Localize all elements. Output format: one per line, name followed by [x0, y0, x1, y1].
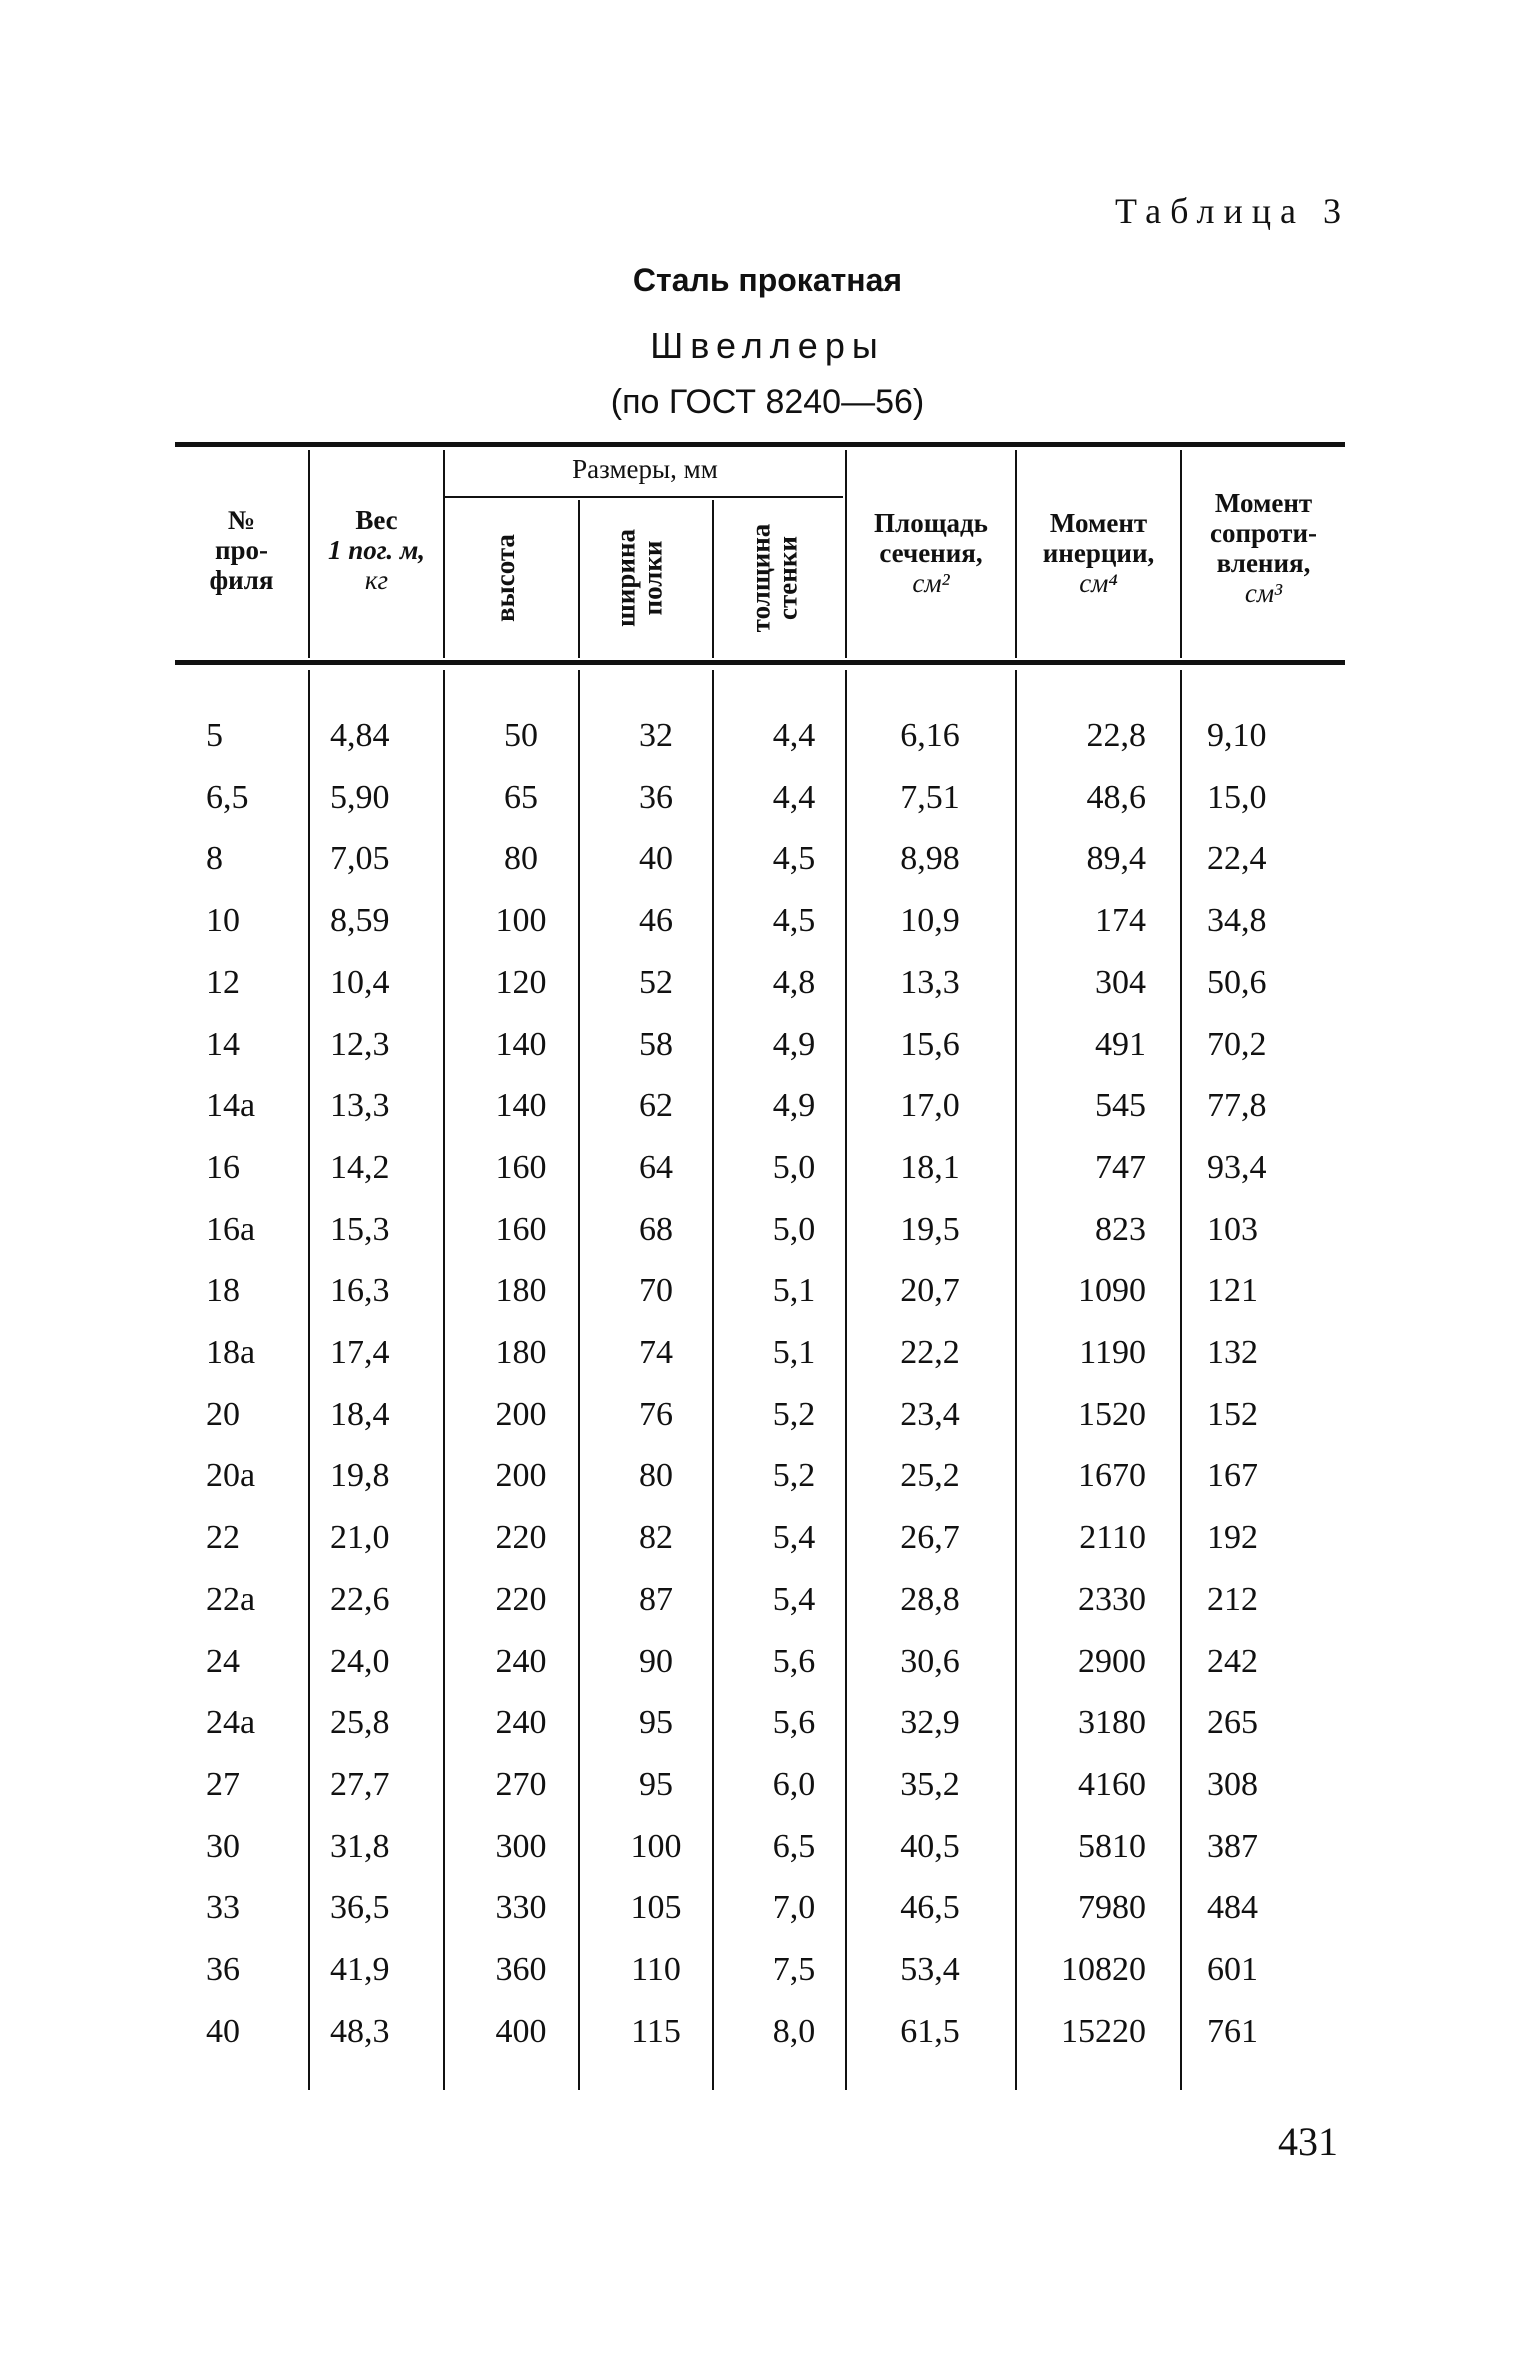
header-bottom-rule [175, 660, 1345, 665]
area-cell: 35,2 [900, 1765, 960, 1803]
area-cell: 25,2 [900, 1457, 960, 1495]
weight-cell: 27,7 [330, 1765, 390, 1803]
web-cell: 5,4 [772, 1580, 816, 1618]
flange-cell: 40 [639, 840, 673, 878]
weight-cell: 14,2 [330, 1148, 390, 1186]
area-cell: 17,0 [900, 1087, 960, 1125]
web-cell: 7,5 [772, 1951, 816, 1988]
flange-cell: 36 [639, 778, 673, 816]
weight-cell: 41,9 [330, 1951, 390, 1988]
flange-cell: 52 [639, 963, 673, 1001]
height-cell: 100 [495, 902, 547, 940]
modulus-cell: 308 [1207, 1765, 1258, 1803]
area-cell: 26,7 [900, 1519, 960, 1557]
web-cell: 5,1 [772, 1334, 816, 1371]
flange-cell: 74 [639, 1334, 673, 1371]
table-row [0, 1075, 1535, 1137]
area-cell: 28,8 [900, 1580, 960, 1618]
inertia-cell: 15220 [1061, 2012, 1146, 2050]
height-cell: 240 [495, 1704, 547, 1742]
inertia-cell: 4160 [1078, 1765, 1146, 1803]
modulus-cell: 15,0 [1207, 778, 1267, 816]
table-row [0, 1384, 1535, 1446]
inertia-cell: 2330 [1078, 1580, 1146, 1618]
inertia-cell: 1090 [1078, 1272, 1146, 1310]
modulus-cell: 192 [1207, 1519, 1258, 1557]
modulus-cell: 387 [1207, 1827, 1258, 1865]
table-subtitle: Швеллеры [650, 325, 885, 366]
flange-cell: 110 [631, 1951, 681, 1988]
modulus-cell: 152 [1207, 1395, 1258, 1433]
table-row [0, 828, 1535, 890]
profile-cell: 24а [206, 1704, 256, 1742]
inertia-cell: 7980 [1078, 1889, 1146, 1927]
weight-cell: 12,3 [330, 1025, 390, 1063]
profile-cell: 16а [206, 1210, 256, 1248]
table-row [0, 1199, 1535, 1261]
height-cell: 160 [495, 1148, 547, 1186]
table-row [0, 1631, 1535, 1693]
table-row [0, 1754, 1535, 1816]
table-row [0, 952, 1535, 1014]
height-cell: 180 [495, 1334, 547, 1371]
area-cell: 15,6 [900, 1025, 960, 1063]
table-row [0, 767, 1535, 829]
modulus-cell: 484 [1207, 1889, 1258, 1927]
inertia-cell: 3180 [1078, 1704, 1146, 1742]
height-cell: 360 [495, 1951, 547, 1988]
inertia-cell: 2900 [1078, 1642, 1146, 1680]
weight-cell: 24,0 [330, 1642, 390, 1680]
web-cell: 4,9 [772, 1087, 816, 1125]
web-cell: 4,8 [772, 963, 816, 1001]
weight-cell: 10,4 [330, 963, 390, 1001]
height-cell: 220 [495, 1580, 547, 1618]
table-row [0, 705, 1535, 767]
modulus-cell: 212 [1207, 1580, 1258, 1618]
table-row [0, 1014, 1535, 1076]
weight-cell: 16,3 [330, 1272, 390, 1310]
profile-cell: 36 [206, 1951, 240, 1988]
profile-cell: 10 [206, 902, 240, 940]
weight-cell: 5,90 [330, 778, 390, 816]
weight-cell: 13,3 [330, 1087, 390, 1125]
height-cell: 240 [495, 1642, 547, 1680]
inertia-cell: 491 [1095, 1025, 1146, 1063]
flange-cell: 100 [630, 1827, 682, 1865]
weight-cell: 7,05 [330, 840, 390, 878]
weight-cell: 8,59 [330, 902, 390, 940]
area-cell: 19,5 [900, 1210, 960, 1248]
table-row [0, 1692, 1535, 1754]
flange-cell: 58 [639, 1025, 673, 1063]
web-cell: 5,4 [772, 1519, 816, 1557]
profile-cell: 6,5 [206, 778, 249, 816]
area-cell: 18,1 [900, 1148, 960, 1186]
flange-cell: 62 [639, 1087, 673, 1125]
profile-cell: 30 [206, 1827, 240, 1865]
web-cell: 6,0 [772, 1765, 816, 1803]
flange-cell: 80 [639, 1457, 673, 1495]
web-cell: 5,2 [772, 1395, 816, 1433]
height-cell: 300 [495, 1827, 547, 1865]
height-cell: 120 [495, 963, 547, 1001]
flange-cell: 87 [639, 1580, 673, 1618]
area-cell: 32,9 [900, 1704, 960, 1742]
area-cell: 22,2 [900, 1334, 960, 1371]
table-row [0, 1445, 1535, 1507]
profile-cell: 5 [206, 717, 223, 754]
modulus-cell: 167 [1207, 1457, 1258, 1495]
web-cell: 4,4 [772, 778, 816, 816]
modulus-cell: 103 [1207, 1210, 1258, 1248]
table-row [0, 1877, 1535, 1939]
profile-cell: 14а [206, 1087, 256, 1125]
weight-cell: 17,4 [330, 1334, 390, 1371]
profile-cell: 12 [206, 963, 240, 1001]
inertia-cell: 10820 [1061, 1951, 1146, 1988]
table-row [0, 1939, 1535, 2001]
modulus-cell: 34,8 [1207, 902, 1267, 940]
web-cell: 5,2 [772, 1457, 816, 1495]
area-cell: 7,51 [900, 778, 960, 816]
height-cell: 200 [495, 1457, 547, 1495]
profile-cell: 27 [206, 1765, 240, 1803]
web-cell: 6,5 [772, 1827, 816, 1865]
web-cell: 4,9 [772, 1025, 816, 1063]
weight-cell: 15,3 [330, 1210, 390, 1248]
column-divider [578, 500, 580, 658]
height-cell: 330 [495, 1889, 547, 1927]
header-web: толщина стенки [745, 523, 803, 633]
table-row [0, 1507, 1535, 1569]
flange-cell: 115 [631, 2012, 681, 2050]
area-cell: 30,6 [900, 1642, 960, 1680]
profile-cell: 22а [206, 1580, 256, 1618]
table-row [0, 1322, 1535, 1384]
header-modulus: Момент сопроти- вления, см³ [1209, 488, 1317, 608]
web-cell: 4,5 [772, 840, 816, 878]
flange-cell: 95 [639, 1765, 673, 1803]
web-cell: 5,0 [772, 1210, 816, 1248]
standard-reference: (по ГОСТ 8240—56) [610, 383, 925, 421]
inertia-cell: 48,6 [1086, 778, 1146, 816]
header-weight: Вес 1 пог. м, кг [327, 505, 426, 595]
inertia-cell: 747 [1095, 1148, 1146, 1186]
table-row [0, 1816, 1535, 1878]
height-cell: 140 [495, 1087, 547, 1125]
area-cell: 53,4 [900, 1951, 960, 1988]
table-row [0, 2001, 1535, 2063]
weight-cell: 25,8 [330, 1704, 390, 1742]
top-rule [175, 442, 1345, 447]
table-number: Таблица 3 [1115, 191, 1350, 231]
modulus-cell: 121 [1207, 1272, 1258, 1310]
profile-cell: 20 [206, 1395, 240, 1433]
flange-cell: 64 [639, 1148, 673, 1186]
modulus-cell: 50,6 [1207, 963, 1267, 1001]
flange-cell: 95 [639, 1704, 673, 1742]
modulus-cell: 9,10 [1207, 717, 1267, 754]
profile-cell: 33 [206, 1889, 240, 1927]
height-cell: 200 [495, 1395, 547, 1433]
inertia-cell: 2110 [1079, 1519, 1146, 1557]
table-row [0, 1569, 1535, 1631]
page-number: 431 [1278, 2119, 1338, 2164]
inertia-cell: 1520 [1078, 1395, 1146, 1433]
area-cell: 61,5 [900, 2012, 960, 2050]
profile-cell: 24 [206, 1642, 240, 1680]
web-cell: 4,4 [772, 717, 816, 754]
weight-cell: 4,84 [330, 717, 390, 754]
dimensions-underline [443, 496, 843, 498]
profile-cell: 18а [206, 1334, 256, 1371]
height-cell: 140 [495, 1025, 547, 1063]
header-area: Площадь сечения, см² [874, 508, 988, 598]
flange-cell: 76 [639, 1395, 673, 1433]
profile-cell: 16 [206, 1148, 240, 1186]
header-dimensions: Размеры, мм [572, 454, 718, 484]
flange-cell: 82 [639, 1519, 673, 1557]
flange-cell: 105 [630, 1889, 682, 1927]
flange-cell: 32 [639, 717, 673, 754]
area-cell: 13,3 [900, 963, 960, 1001]
height-cell: 270 [495, 1765, 547, 1803]
web-cell: 8,0 [772, 2012, 816, 2050]
inertia-cell: 823 [1095, 1210, 1146, 1248]
web-cell: 5,6 [772, 1642, 816, 1680]
weight-cell: 48,3 [330, 2012, 390, 2050]
modulus-cell: 77,8 [1207, 1087, 1267, 1125]
inertia-cell: 545 [1095, 1087, 1146, 1125]
height-cell: 220 [495, 1519, 547, 1557]
column-divider [712, 500, 714, 658]
inertia-cell: 89,4 [1086, 840, 1146, 878]
area-cell: 40,5 [900, 1827, 960, 1865]
profile-cell: 14 [206, 1025, 240, 1063]
inertia-cell: 1670 [1078, 1457, 1146, 1495]
web-cell: 5,1 [772, 1272, 816, 1310]
web-cell: 5,6 [772, 1704, 816, 1742]
weight-cell: 31,8 [330, 1827, 390, 1865]
web-cell: 4,5 [772, 902, 816, 940]
weight-cell: 19,8 [330, 1457, 390, 1495]
area-cell: 6,16 [900, 717, 960, 754]
area-cell: 23,4 [900, 1395, 960, 1433]
modulus-cell: 601 [1207, 1951, 1258, 1988]
inertia-cell: 22,8 [1086, 717, 1146, 754]
inertia-cell: 174 [1095, 902, 1146, 940]
modulus-cell: 132 [1207, 1334, 1258, 1371]
height-cell: 160 [495, 1210, 547, 1248]
height-cell: 80 [504, 840, 538, 878]
weight-cell: 36,5 [330, 1889, 390, 1927]
weight-cell: 21,0 [330, 1519, 390, 1557]
modulus-cell: 93,4 [1207, 1148, 1267, 1186]
weight-cell: 18,4 [330, 1395, 390, 1433]
height-cell: 400 [495, 2012, 547, 2050]
table-row [0, 1260, 1535, 1322]
area-cell: 46,5 [900, 1889, 960, 1927]
flange-cell: 70 [639, 1272, 673, 1310]
modulus-cell: 761 [1207, 2012, 1258, 2050]
modulus-cell: 70,2 [1207, 1025, 1267, 1063]
modulus-cell: 265 [1207, 1704, 1258, 1742]
web-cell: 5,0 [772, 1148, 816, 1186]
modulus-cell: 22,4 [1207, 840, 1267, 878]
height-cell: 65 [504, 778, 538, 816]
flange-cell: 46 [639, 902, 673, 940]
web-cell: 7,0 [772, 1889, 816, 1927]
header-profile: № про- филя [209, 505, 274, 595]
area-cell: 8,98 [900, 840, 960, 878]
header-height: высота [490, 534, 520, 622]
profile-cell: 18 [206, 1272, 240, 1310]
header-inertia: Момент инерции, см⁴ [1042, 508, 1155, 598]
flange-cell: 68 [639, 1210, 673, 1248]
table-row [0, 890, 1535, 952]
weight-cell: 22,6 [330, 1580, 390, 1618]
area-cell: 20,7 [900, 1272, 960, 1310]
profile-cell: 22 [206, 1519, 240, 1557]
height-cell: 50 [504, 717, 538, 754]
profile-cell: 40 [206, 2012, 240, 2050]
table-row [0, 1137, 1535, 1199]
inertia-cell: 1190 [1079, 1334, 1146, 1371]
table-title: Сталь прокатная [632, 262, 903, 298]
profile-cell: 20а [206, 1457, 256, 1495]
inertia-cell: 5810 [1078, 1827, 1146, 1865]
header-flange: ширина полки [610, 529, 668, 627]
flange-cell: 90 [639, 1642, 673, 1680]
inertia-cell: 304 [1095, 963, 1146, 1001]
modulus-cell: 242 [1207, 1642, 1258, 1680]
area-cell: 10,9 [900, 902, 960, 940]
height-cell: 180 [495, 1272, 547, 1310]
profile-cell: 8 [206, 840, 223, 878]
